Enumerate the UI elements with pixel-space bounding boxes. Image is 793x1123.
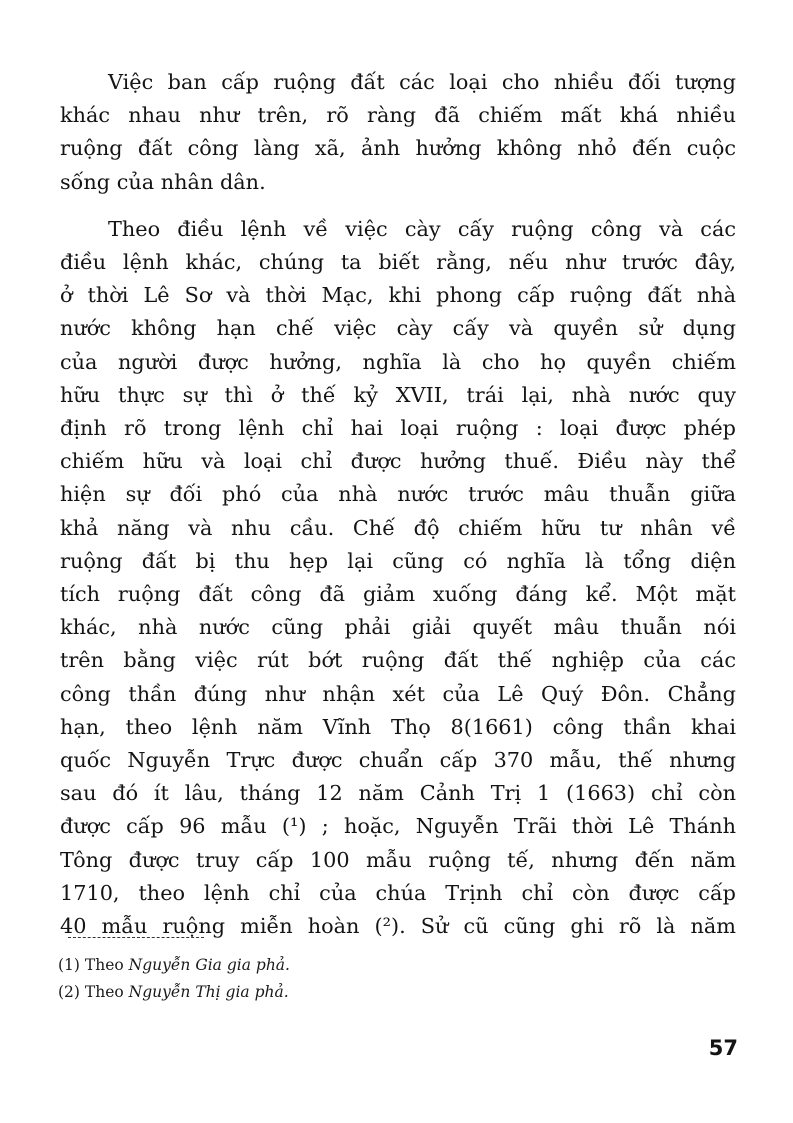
footnote-marker: (1): [58, 956, 80, 974]
text-line: hữu thực sự thì ở thế kỷ XVII, trái lại, nhà nước quy: [60, 382, 736, 407]
footnote-divider: [68, 937, 204, 938]
text-line: định rõ trong lệnh chỉ hai loại ruộng : loại được phép: [60, 416, 736, 441]
page-body: [60, 66, 736, 943]
text-line: 1710, theo lệnh chỉ của chúa Trịnh chỉ còn được cấp: [60, 880, 736, 905]
footnote-prefix: Theo: [84, 983, 124, 1001]
text-line: Theo điều lệnh về việc cày cấy ruộng công và các: [108, 216, 736, 241]
footnotes: [58, 952, 290, 1006]
text-line: quốc Nguyễn Trực được chuẩn cấp 370 mẫu, thế nhưng: [60, 748, 736, 773]
text-line: khác, nhà nước cũng phải giải quyết mâu thuẫn nói: [60, 615, 736, 640]
text-line: được cấp 96 mẫu (¹) ; hoặc, Nguyễn Trãi thời Lê Thánh: [60, 814, 736, 839]
text-line: sau đó ít lâu, tháng 12 năm Cảnh Trị 1 (1663) chỉ còn: [60, 781, 736, 806]
paragraph-1: [60, 66, 736, 199]
text-line: khả năng và nhu cầu. Chế độ chiếm hữu tư nhân về: [60, 515, 736, 540]
text-line: Tông được truy cấp 100 mẫu ruộng tế, nhưng đến năm: [60, 847, 736, 872]
text-line: ruộng đất bị thu hẹp lại cũng có nghĩa là tổng diện: [60, 548, 736, 573]
footnote-2: [58, 979, 290, 1006]
footnote-marker: (2): [58, 983, 80, 1001]
text-line: nước không hạn chế việc cày cấy và quyền sử dụng: [60, 316, 736, 341]
text-line: chiếm hữu và loại chỉ được hưởng thuế. Điều này thể: [60, 449, 736, 474]
text-line: công thần đúng như nhận xét của Lê Quý Đôn. Chẳng: [60, 681, 736, 706]
text-line: hiện sự đối phó của nhà nước trước mâu thuẫn giữa: [60, 482, 736, 507]
text-line: ruộng đất công làng xã, ảnh hưởng không nhỏ đến cuộc: [60, 136, 736, 161]
text-line: điều lệnh khác, chúng ta biết rằng, nếu như trước đây,: [60, 250, 736, 275]
text-line: sống của nhân dân.: [60, 169, 266, 194]
footnote-title: Nguyễn Gia gia phả.: [128, 956, 290, 974]
text-line: Việc ban cấp ruộng đất các loại cho nhiều đối tượng: [108, 70, 736, 94]
footnote-prefix: Theo: [84, 956, 124, 974]
footnote-1: [58, 952, 290, 979]
paragraph-2: [60, 213, 736, 943]
text-line: của người được hưởng, nghĩa là cho họ quyền chiếm: [60, 349, 736, 374]
footnote-title: Nguyễn Thị gia phả.: [128, 983, 289, 1001]
text-line: tích ruộng đất công đã giảm xuống đáng kể. Một mặt: [60, 582, 736, 607]
text-line: 40 mẫu ruộng miễn hoàn (²). Sử cũ cũng ghi rõ là năm: [60, 914, 736, 939]
text-line: trên bằng việc rút bớt ruộng đất thế nghiệp của các: [60, 648, 736, 673]
text-line: ở thời Lê Sơ và thời Mạc, khi phong cấp ruộng đất nhà: [60, 283, 736, 308]
text-line: khác nhau như trên, rõ ràng đã chiếm mất khá nhiều: [60, 103, 736, 128]
text-line: hạn, theo lệnh năm Vĩnh Thọ 8(1661) công thần khai: [60, 714, 736, 739]
page-number: 57: [708, 1036, 738, 1060]
